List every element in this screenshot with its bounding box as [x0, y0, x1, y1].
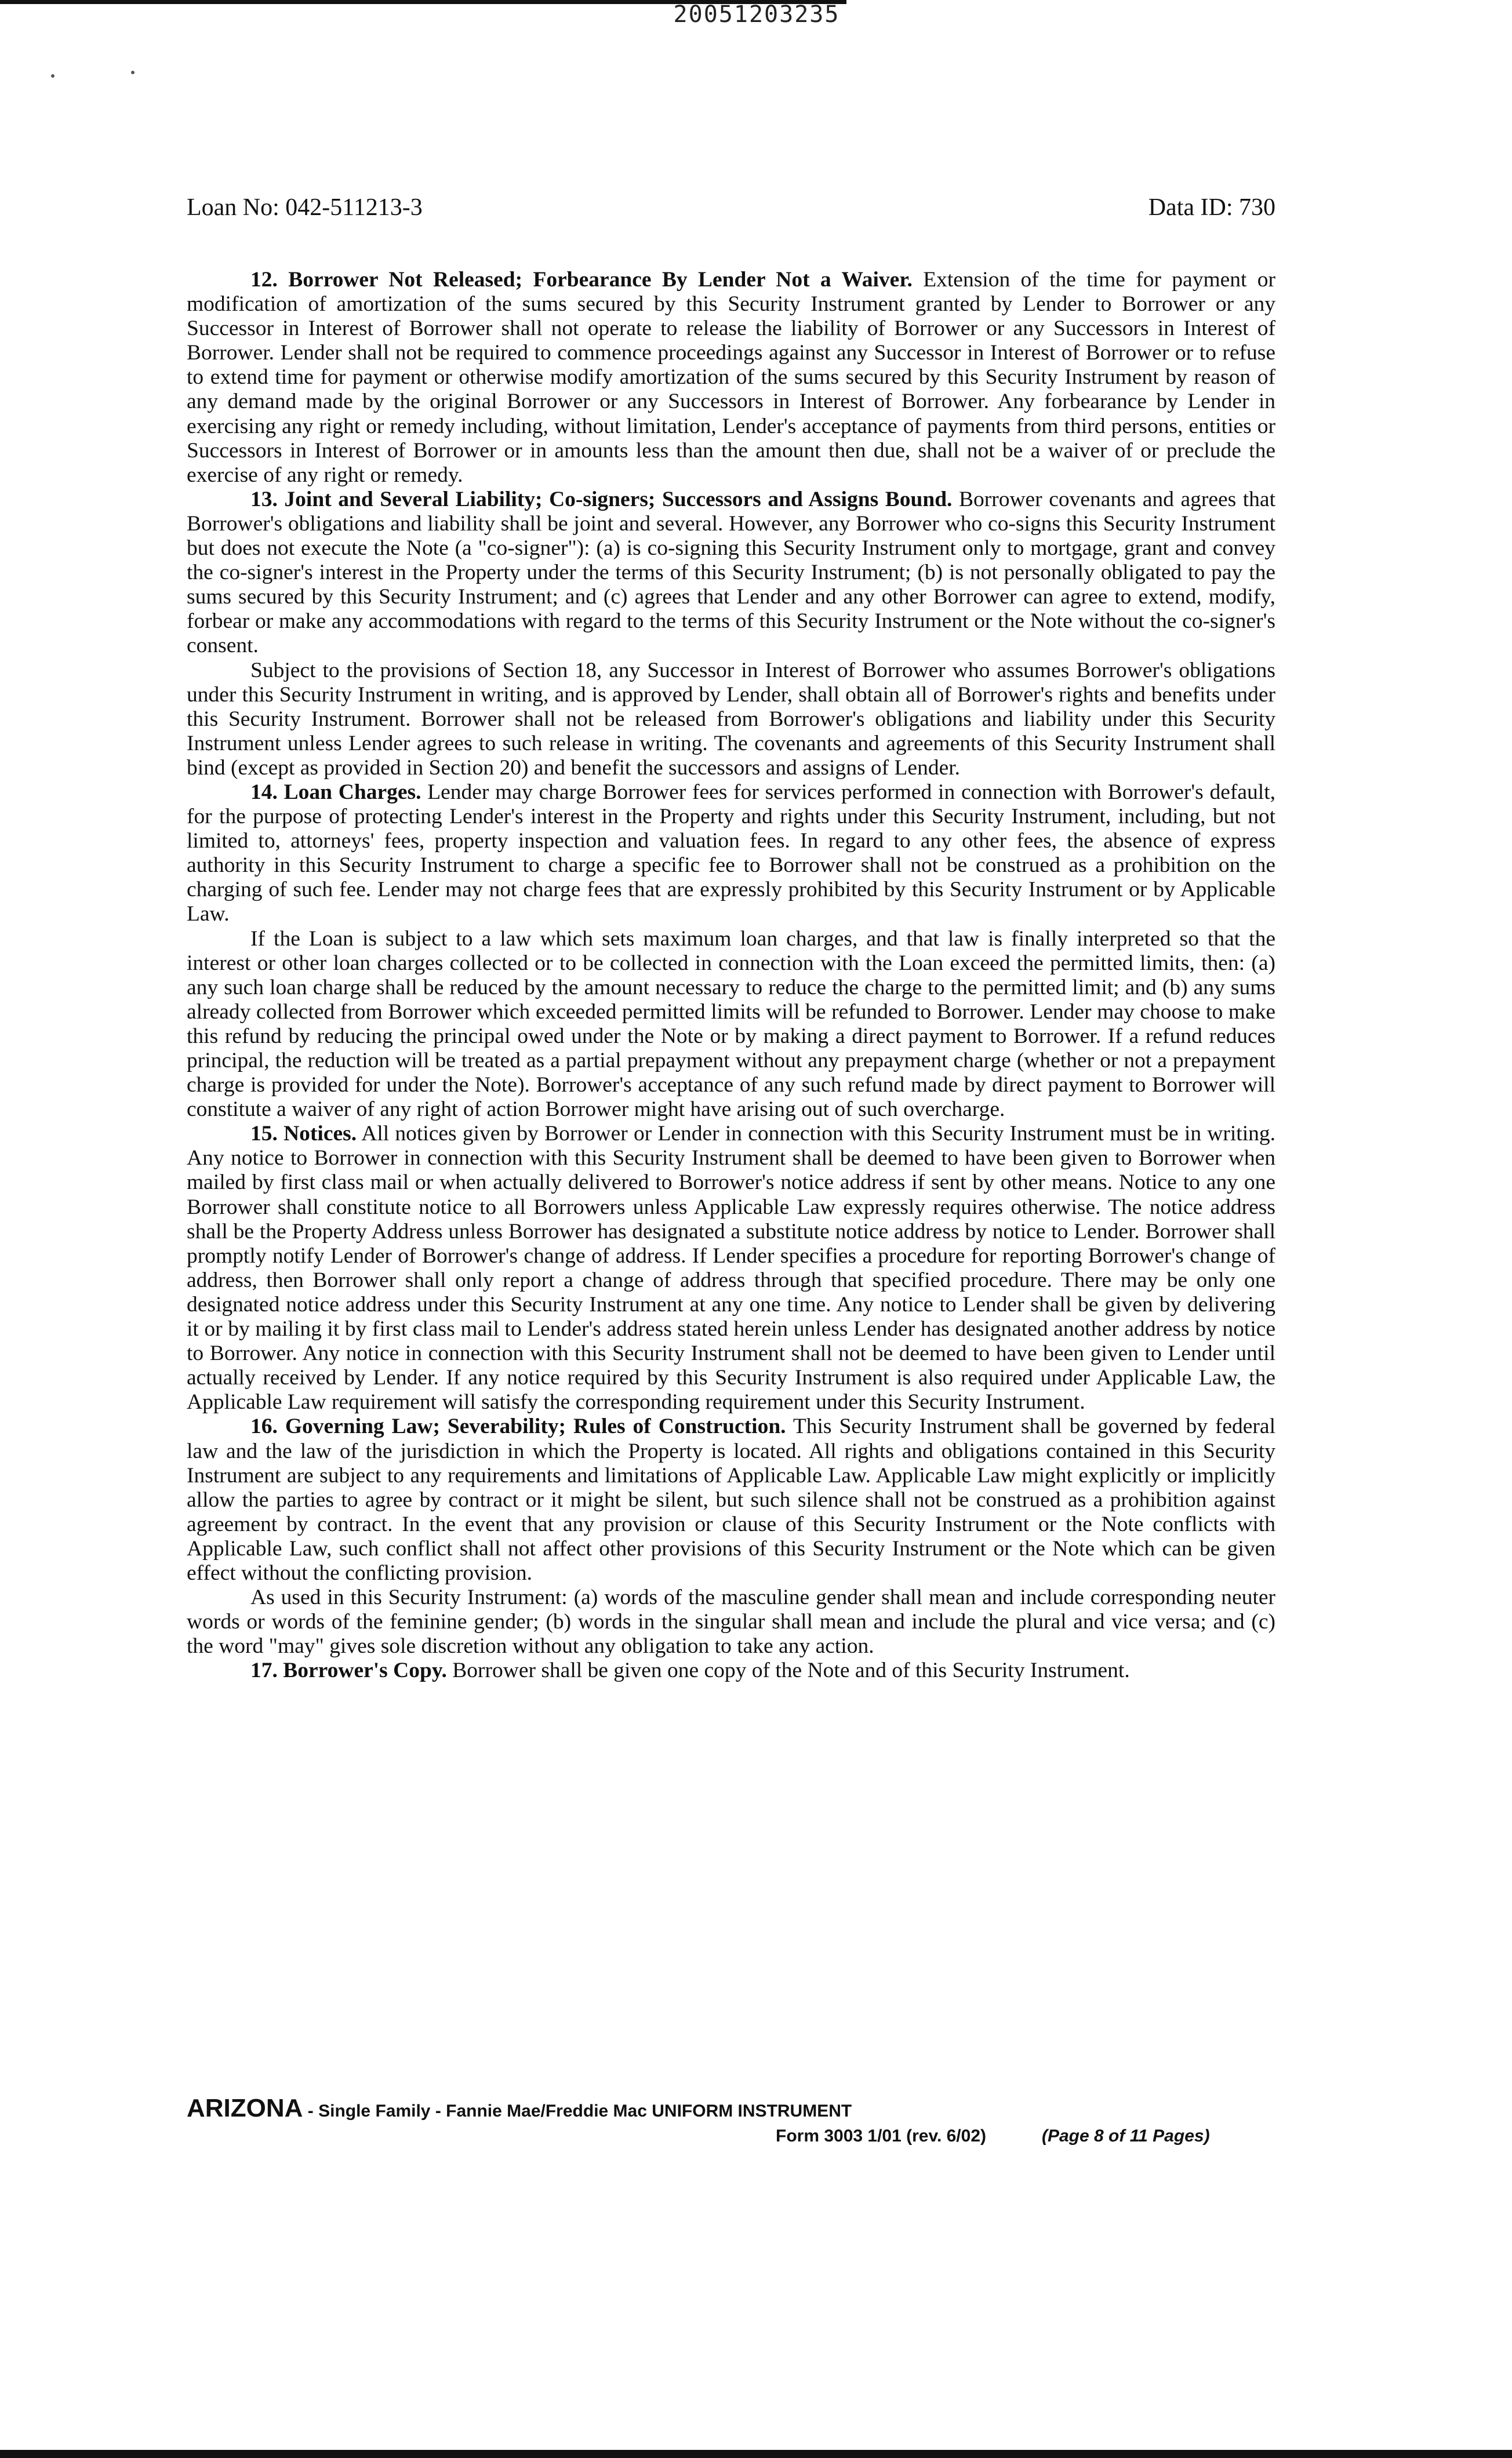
document-body: [187, 268, 1275, 1683]
section-text: If the Loan is subject to a law which sets maximum loan charges, and that law is finally interpreted so that the interest or other loan charges collected or to be collected in connection with the Loan exceed the permitted limits, then: (a) any such loan charge shall be reduced by the amount necessary to reduce the charge to the permitted limit; and (b) any sums already collected from Borrower which exceeded permitted limits will be refunded to Borrower. Lender may choose to make this refund by reducing the principal owed under the Note or by making a direct payment to Borrower. If a refund reduces principal, the reduction will be treated as a partial prepayment without any prepayment charge (whether or not a prepayment charge is provided for under the Note). Borrower's acceptance of any such refund made by direct payment to Borrower will constitute a waiver of any right of action Borrower might have arising out of such overcharge.: [187, 926, 1275, 1122]
data-id: Data ID: 730: [1148, 194, 1275, 221]
paragraph-13: [187, 488, 1275, 659]
paragraph-12: [187, 268, 1275, 488]
footer-state: ARIZONA: [187, 2094, 303, 2122]
scan-speck: [51, 74, 54, 78]
section-heading: 13. Joint and Several Liability; Co-signers; Successors and Assigns Bound.: [250, 487, 953, 511]
loan-number: Loan No: 042-511213-3: [187, 194, 423, 221]
scan-bottom-edge: [0, 2450, 1512, 2458]
footer-page-count: (Page 8 of 11 Pages): [1042, 2126, 1210, 2146]
section-heading: 15. Notices.: [250, 1122, 357, 1146]
paragraph-14-cont: [187, 927, 1275, 1122]
section-text: Subject to the provisions of Section 18, any Successor in Interest of Borrower who assumes Borrower's obligations under this Security Instrument in writing, and is approved by Lender, shall obtain all of Borrower's rights and benefits under this Security Instrument. Borrower shall not be released from Borrower's obligations and liability under this Security Instrument unless Lender agrees to such release in writing. The covenants and agreements of this Security Instrument shall bind (except as provided in Section 20) and benefit the successors and assigns of Lender.: [187, 658, 1275, 780]
paragraph-13-cont: [187, 659, 1275, 780]
section-text: As used in this Security Instrument: (a) words of the masculine gender shall mean and include corresponding neuter words or words of the feminine gender; (b) words in the singular shall mean and include the plural and vice versa; and (c) the word "may" gives sole discretion without any obligation to take any action.: [187, 1586, 1275, 1659]
section-heading: 17. Borrower's Copy.: [250, 1659, 447, 1683]
section-text: Borrower shall be given one copy of the Note and of this Security Instrument.: [446, 1659, 1130, 1683]
section-text: This Security Instrument shall be governed by federal law and the law of the jurisdiction in which the Property is located. All rights and obligations contained in this Security Instrument are subject to any requirements and limitations of Applicable Law. Applicable Law might explicitly or implicitly allow the parties to agree by contract or it might be silent, but such silence shall not be construed as a prohibition against agreement by contract. In the event that any provision or clause of this Security Instrument or the Note conflicts with Applicable Law, such conflict shall not affect other provisions of this Security Instrument or the Note which can be given effect without the conflicting provision.: [187, 1415, 1275, 1585]
footer-instrument-type: - Single Family - Fannie Mae/Freddie Mac UNIFORM INSTRUMENT: [303, 2101, 852, 2121]
paragraph-16-cont: [187, 1586, 1275, 1659]
scan-speck: [131, 71, 135, 74]
section-heading: 12. Borrower Not Released; Forbearance By Lender Not a Waiver.: [250, 268, 913, 292]
section-text: All notices given by Borrower or Lender in connection with this Security Instrument must be in writing. Any notice to Borrower in connection with this Security Instrument shall be deemed to have been given to Borrower when mailed by first class mail or when actually delivered to Borrower's notice address if sent by other means. Notice to any one Borrower shall constitute notice to all Borrowers unless Applicable Law expressly requires otherwise. The notice address shall be the Property Address unless Borrower has designated a substitute notice address by notice to Lender. Borrower shall promptly notify Lender of Borrower's change of address. If Lender specifies a procedure for reporting Borrower's change of address, then Borrower shall only report a change of address through that specified procedure. There may be only one designated notice address under this Security Instrument at any one time. Any notice to Lender shall be given by delivering it or by mailing it by first class mail to Lender's address stated herein unless Lender has designated another address by notice to Borrower. Any notice in connection with this Security Instrument shall not be deemed to have been given to Lender until actually received by Lender. If any notice required by this Security Instrument is also required under Applicable Law, the Applicable Law requirement will satisfy the corresponding requirement under this Security Instrument.: [187, 1122, 1275, 1415]
paragraph-16: [187, 1415, 1275, 1586]
section-heading: 16. Governing Law; Severability; Rules of Construction.: [250, 1415, 786, 1439]
footer-form: [776, 2126, 1275, 2146]
footer-form-number: Form 3003 1/01 (rev. 6/02): [776, 2126, 986, 2146]
section-text: Lender may charge Borrower fees for services performed in connection with Borrower's default, for the purpose of protecting Lender's interest in the Property and rights under this Security Instrument, including, but not limited to, attorneys' fees, property inspection and valuation fees. In regard to any other fees, the absence of express authority in this Security Instrument to charge a specific fee to Borrower shall not be construed as a prohibition on the charging of such fee. Lender may not charge fees that are expressly prohibited by this Security Instrument or by Applicable Law.: [187, 780, 1275, 926]
document-number: 20051203235: [673, 1, 840, 28]
paragraph-14: [187, 780, 1275, 927]
section-text: Borrower covenants and agrees that Borrower's obligations and liability shall be joint and several. However, any Borrower who co-signs this Security Instrument but does not execute the Note (a "co-signer"): (a) is co-signing this Security Instrument only to mortgage, grant and convey the co-signer's interest in the Property under the terms of this Security Instrument; (b) is not personally obligated to pay the sums secured by this Security Instrument; and (c) agrees that Lender and any other Borrower can agree to extend, modify, forbear or make any accommodations with regard to the terms of this Security Instrument or the Note without the co-signer's consent.: [187, 487, 1275, 658]
paragraph-15: [187, 1122, 1275, 1415]
section-text: Extension of the time for payment or modification of amortization of the sums secured by this Security Instrument granted by Lender to Borrower or any Successor in Interest of Borrower shall not operate to release the liability of Borrower or any Successors in Interest of Borrower. Lender shall not be required to commence proceedings against any Successor in Interest of Borrower or to refuse to extend time for payment or otherwise modify amortization of the sums secured by this Security Instrument by reason of any demand made by the original Borrower or any Successors in Interest of Borrower. Any forbearance by Lender in exercising any right or remedy including, without limitation, Lender's acceptance of payments from third persons, entities or Successors in Interest of Borrower or in amounts less than the amount then due, shall not be a waiver of or preclude the exercise of any right or remedy.: [187, 268, 1275, 487]
paragraph-17: [187, 1659, 1275, 1683]
section-heading: 14. Loan Charges.: [250, 780, 421, 804]
footer-instrument: [187, 2094, 852, 2123]
